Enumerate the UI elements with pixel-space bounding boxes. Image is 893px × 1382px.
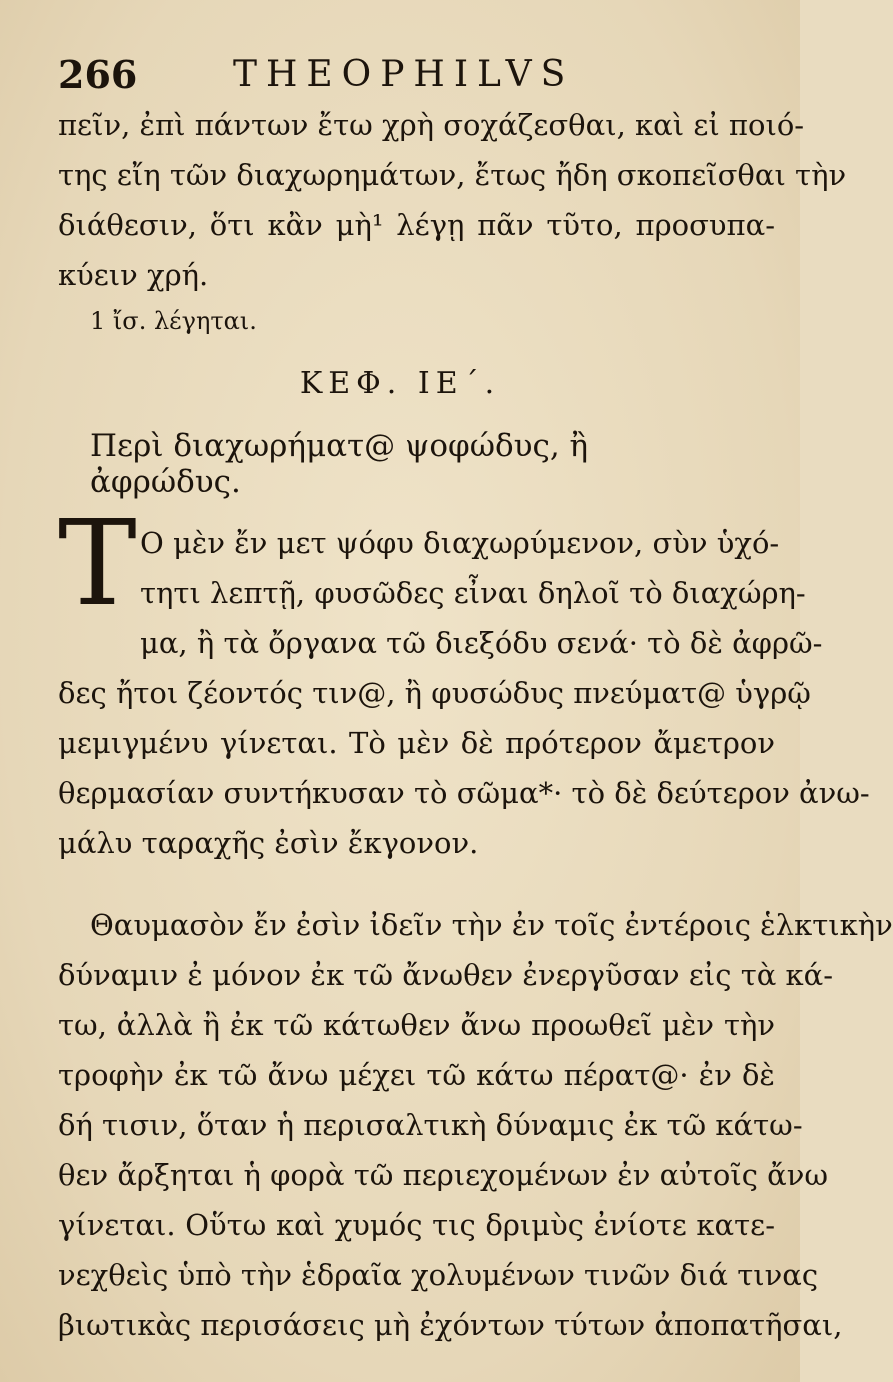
text-line: δή τισιν, ὅταν ἡ περισαλτικὴ δύναμις ἐκ τῶ κάτω- xyxy=(58,1108,803,1142)
text-line: μάλυ ταραχῆς ἐσὶν ἔκγονον. xyxy=(58,826,479,860)
text-line: δύναμιν ἐ μόνον ἐκ τῶ ἄνωθεν ἐνεργῦσαν εἰς τὰ κά- xyxy=(58,958,834,992)
text-line: Ο μὲν ἔν μετ ψόφυ διαχωρύμενον, σὺν ὑχό- xyxy=(140,526,780,560)
chapter-heading: ΚΕΦ. ΙΕ΄. xyxy=(299,366,501,401)
text-line: τω, ἀλλὰ ἢ ἐκ τῶ κάτωθεν ἄνω προωθεῖ μὲν τὴν xyxy=(58,1008,775,1042)
text-line: Θαυμασὸν ἔν ἐσὶν ἰδεῖν τὴν ἐν τοῖς ἐντέροις ἑλκτικὴν xyxy=(90,908,893,942)
text-line: γίνεται. Οὕτω καὶ χυμός τις δριμὺς ἐνίοτε κατε- xyxy=(58,1208,775,1242)
text-line: δες ἤτοι ζέοντός τιν@, ἢ φυσώδυς πνεύματ@ ὑγρῷ xyxy=(58,676,811,710)
chapter-title: Περὶ διαχωρήματ@ ψοφώδυς, ἢ ἀφρώδυς. xyxy=(90,428,589,500)
text-line: τητι λεπτῇ, φυσῶδες εἶναι δηλοῖ τὸ διαχώρη- xyxy=(140,576,806,610)
text-line: θερμασίαν συντήκυσαν τὸ σῶμα*· τὸ δὲ δεύτερον ἀνω- xyxy=(58,776,870,810)
drop-cap: T xyxy=(58,494,137,632)
text-line: νεχθεὶς ὑπὸ τὴν ἑδραῖα χολυμένων τινῶν διά τινας xyxy=(58,1258,819,1292)
running-head: THEOPHILVS xyxy=(233,54,575,95)
text-line: της εἴη τῶν διαχωρημάτων, ἔτως ἤδη σκοπεῖσθαι τὴν xyxy=(58,158,847,192)
page-header xyxy=(58,48,650,96)
page-number: 266 xyxy=(58,52,138,97)
text-line: θεν ἄρξηται ἡ φορὰ τῶ περιεχομένων ἐν αὐτοῖς ἄνω xyxy=(58,1158,829,1192)
text-line: μεμιγμένυ γίνεται. Τὸ μὲν δὲ πρότερον ἄμετρον xyxy=(58,726,775,760)
text-line: τροφὴν ἐκ τῶ ἄνω μέχει τῶ κάτω πέρατ@· ἐν δὲ xyxy=(58,1058,775,1092)
text-line: μα, ἢ τὰ ὄργανα τῶ διεξόδυ σενά· τὸ δὲ ἀφρῶ- xyxy=(140,626,823,660)
text-line: βιωτικὰς περισάσεις μὴ ἐχόντων τύτων ἀποπατῆσαι, xyxy=(58,1308,843,1342)
text-line: πεῖν, ἐπὶ πάντων ἔτω χρὴ σοχάζεσθαι, καὶ εἰ ποιό- xyxy=(58,108,805,142)
text-line: διάθεσιν, ὅτι κἂν μὴ¹ λέγῃ πᾶν τῦτο, προσυπα- xyxy=(58,208,775,242)
text-line: κύειν χρή. xyxy=(58,258,209,292)
footnote: 1 ἴσ. λέγηται. xyxy=(90,307,257,335)
